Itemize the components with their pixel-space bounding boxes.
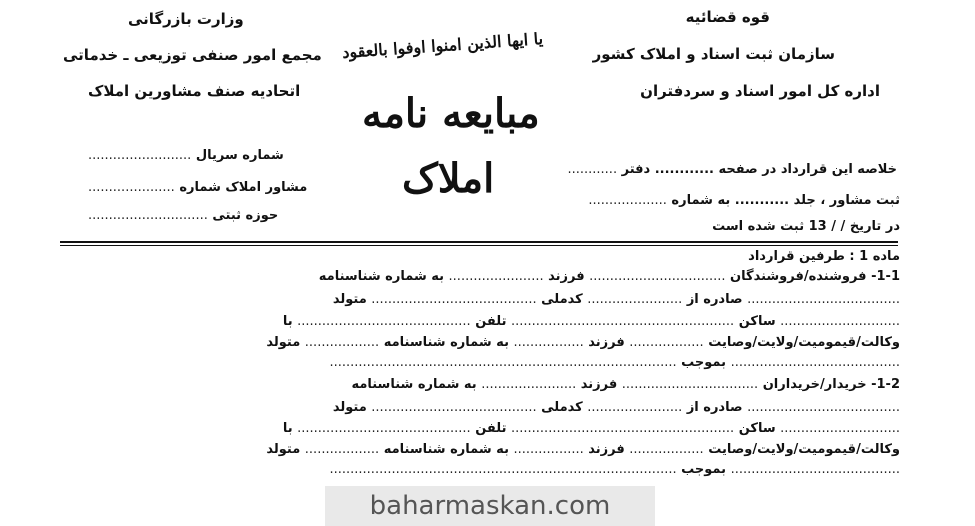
- date-value: / / 13: [808, 219, 846, 234]
- buyer-attorney-label: وکالت/قیمومیت/ولایت/وصایت: [708, 442, 900, 457]
- watermark: baharmaskan.com: [325, 486, 655, 526]
- header-judiciary: قوه قضائیه: [685, 8, 770, 26]
- document-subtitle: املاک: [402, 155, 495, 202]
- seller-row-2: ..................................... صادره از ....................... کدملی ........................................ متولد: [332, 292, 900, 307]
- seller-row-3: ............................. ساکن ...................................................... تلفن .......................................... با: [282, 314, 900, 329]
- seller-attorney-born-label: متولد: [266, 335, 301, 350]
- buyer-with-label: با: [282, 421, 293, 436]
- divider-top: [60, 241, 898, 243]
- article-1-heading: ماده 1 : طرفین قرارداد: [748, 249, 900, 264]
- verse-calligraphy: یا ایها الذین امنوا اوفوا بالعقود: [341, 29, 544, 62]
- seller-phone-label: تلفن: [475, 314, 507, 329]
- buyer-national-code-label: کدملی: [541, 400, 583, 415]
- serial-number-field: [88, 148, 284, 163]
- seller-national-code-label: کدملی: [541, 292, 583, 307]
- summary-field: [567, 162, 897, 177]
- serial-number-label: شماره سریال: [195, 148, 284, 163]
- seller-id-label: به شماره شناسنامه: [318, 269, 445, 284]
- registered-label: ثبت مشاور ، جلد ........... به شماره: [671, 193, 900, 208]
- header-union: اتحادیه صنف مشاورین املاک: [88, 82, 301, 100]
- header-notary-dept: اداره کل امور اسناد و سردفتران: [640, 82, 880, 100]
- registered-field: [588, 193, 900, 208]
- buyer-attorney-born-label: متولد: [266, 442, 301, 457]
- agency-number-blank: .....................: [88, 180, 175, 195]
- registry-zone-blank: .............................: [88, 208, 208, 223]
- header-ministry: وزارت بازرگانی: [128, 10, 244, 28]
- summary-label: خلاصه این قرارداد در صفحه ............ دفتر: [621, 162, 897, 177]
- seller-attorney-child-label: فرزند: [588, 335, 625, 350]
- buyer-heading: 1-2- خریدار/خریداران: [762, 377, 900, 392]
- seller-heading: 1-1- فروشنده/فروشندگان: [730, 269, 900, 284]
- buyer-issued-label: صادره از: [686, 400, 743, 415]
- seller-resident-label: ساکن: [738, 314, 776, 329]
- seller-with-label: با: [282, 314, 293, 329]
- buyer-row-5: ......................................... بموجب ....................................................................................: [329, 462, 900, 477]
- registered-blank: ...................: [588, 193, 667, 208]
- date-prefix: در تاریخ: [849, 219, 900, 234]
- date-suffix: ثبت شده است: [712, 219, 805, 234]
- buyer-attorney-child-label: فرزند: [588, 442, 625, 457]
- registry-zone-field: [88, 208, 278, 223]
- seller-row-5: ......................................... بموجب ....................................................................................: [329, 355, 900, 370]
- seller-row-4: وکالت/قیمومیت/ولایت/وصایت .................. فرزند ................. به شماره شناسنامه .................. متولد: [266, 335, 900, 350]
- seller-child-label: فرزند: [548, 269, 585, 284]
- divider-bottom: [60, 245, 898, 246]
- seller-issued-label: صادره از: [686, 292, 743, 307]
- buyer-row-4: وکالت/قیمومیت/ولایت/وصایت .................. فرزند ................. به شماره شناسنامه .................. متولد: [266, 442, 900, 457]
- buyer-attorney-id-label: به شماره شناسنامه: [383, 442, 509, 457]
- seller-basis-label: بموجب: [681, 355, 727, 370]
- serial-number-blank: .........................: [88, 148, 192, 163]
- header-registration-org: سازمان ثبت اسناد و املاک کشور: [592, 45, 835, 63]
- date-field: [712, 219, 900, 234]
- seller-row-1: 1-1- فروشنده/فروشندگان ................................. فرزند ....................... به شماره شناسنامه: [318, 269, 900, 284]
- buyer-row-2: ..................................... صادره از ....................... کدملی ........................................ متولد: [332, 400, 900, 415]
- buyer-row-3: ............................. ساکن ...................................................... تلفن .......................................... با: [282, 421, 900, 436]
- buyer-resident-label: ساکن: [738, 421, 776, 436]
- seller-attorney-label: وکالت/قیمومیت/ولایت/وصایت: [708, 335, 900, 350]
- buyer-row-1: 1-2- خریدار/خریداران ................................. فرزند ....................... به شماره شناسنامه: [351, 377, 900, 392]
- document-title: مبایعه نامه: [362, 90, 540, 137]
- buyer-born-label: متولد: [332, 400, 367, 415]
- summary-blank: ............: [567, 162, 618, 177]
- agency-number-field: [88, 180, 307, 195]
- buyer-child-label: فرزند: [580, 377, 618, 392]
- seller-born-label: متولد: [332, 292, 367, 307]
- registry-zone-label: حوزه ثبتی: [212, 208, 279, 223]
- agency-number-label: مشاور املاک شماره: [179, 180, 308, 195]
- header-guild-assembly: مجمع امور صنفی توزیعی ـ خدماتی: [63, 46, 322, 64]
- buyer-basis-label: بموجب: [681, 462, 727, 477]
- seller-attorney-id-label: به شماره شناسنامه: [383, 335, 509, 350]
- buyer-id-label: به شماره شناسنامه: [351, 377, 477, 392]
- buyer-phone-label: تلفن: [475, 421, 507, 436]
